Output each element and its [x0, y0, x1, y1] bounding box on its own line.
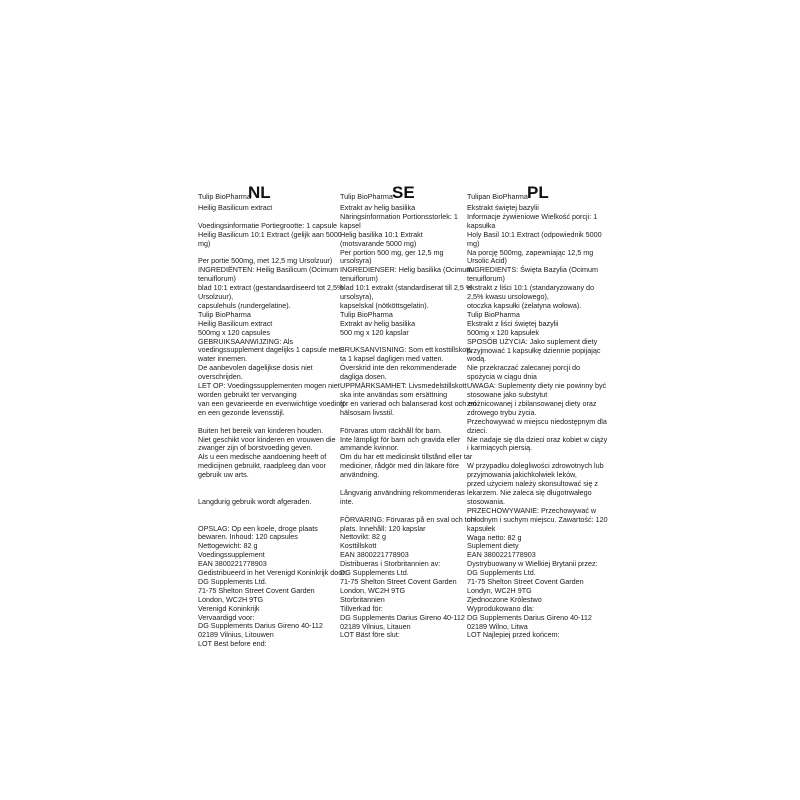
text-line: Als u een medische aandoening heeft of: [198, 452, 327, 462]
text-line: Informacje żywieniowe Wielkość porcji: 1: [467, 211, 598, 221]
text-line: Tulip BioPharma: [340, 309, 393, 319]
text-line: en een gezonde levensstijl.: [198, 407, 285, 417]
text-line: kapsułka: [467, 220, 496, 230]
brand-name: Tulipan BioPharma: [467, 192, 528, 201]
text-line: Buiten het bereik van kinderen houden.: [198, 425, 324, 435]
text-line: INGREDIENSER: Helig basilika (Ocimum: [340, 265, 473, 275]
text-line: tenuiflorum): [340, 274, 378, 284]
text-line: 02189 Vilnius, Litauen: [340, 621, 411, 631]
text-line: ekstrakt z liści 10:1 (standaryzowany do: [467, 283, 595, 293]
text-line: GEBRUIKSAANWIJZING: Als: [198, 336, 294, 346]
text-line: worden gebruikt ter vervanging: [198, 390, 297, 399]
text-line: Ursolzuur),: [198, 292, 234, 302]
text-line: i karmiących piersią.: [467, 443, 533, 453]
text-line: Heilig Basilicum extract: [198, 318, 273, 328]
text-line: wodą.: [467, 354, 487, 364]
text-line: Kosttillskott: [340, 541, 377, 551]
text-line: W przypadku dolegliwości zdrowotnych lub: [467, 461, 604, 471]
text-line: blad 10:1 extrakt (standardiserat till 2,5 %: [340, 283, 473, 293]
text-line: Per portion 500 mg, ger 12,5 mg: [340, 247, 444, 257]
text-line: stosowane jako substytut: [467, 390, 548, 400]
text-line: Tulip BioPharma: [198, 309, 251, 319]
language-code: SE: [392, 183, 415, 202]
text-line: mediciner, rådgör med din läkare före: [340, 461, 460, 471]
text-line: Tillverkad för:: [340, 603, 383, 613]
text-line: London, WC2H 9TG: [340, 585, 406, 595]
text-line: EAN 3800221778903: [467, 550, 536, 560]
text-line: Waga netto: 82 g: [467, 532, 522, 542]
text-line: overschrijden.: [198, 372, 243, 382]
text-line: BRUKSANVISNING: Som ett kosttillskott,: [340, 345, 473, 355]
text-line: otoczka kapsułki (żelatyna wołowa).: [467, 300, 582, 310]
text-line: blad 10:1 extract (gestandaardiseerd tot 2,5%: [198, 283, 344, 293]
text-line: Wyprodukowano dla:: [467, 603, 535, 613]
text-line: Zjednoczone Królestwo: [467, 594, 542, 604]
text-line: Heilig Basilicum extract: [198, 203, 273, 212]
blank-line: [198, 507, 328, 516]
brand-name: Tulip BioPharma: [340, 192, 393, 201]
label-text: [467, 203, 608, 640]
text-line: OPSLAG: Op een koele, droge plaats: [198, 523, 318, 533]
text-line: Distribueras i Storbritannien av:: [340, 559, 441, 569]
text-line: lekarzem. Nie zaleca się długotrwałego: [467, 487, 592, 497]
text-line: zdrowego trybu życia.: [467, 407, 537, 417]
column-header: [467, 184, 597, 204]
text-line: kapsel: [340, 220, 361, 230]
text-line: Na porcję 500mg, zapewniając 12,5 mg: [467, 247, 594, 257]
text-line: UWAGA: Suplementy diety nie powinny być: [467, 381, 607, 391]
language-code: NL: [248, 183, 271, 202]
language-code: PL: [527, 183, 549, 202]
text-line: Voedingssupplement: [198, 550, 265, 560]
text-line: 71-75 Shelton Street Covent Garden: [340, 577, 457, 586]
text-line: Extrakt av helig basilika: [340, 203, 416, 212]
text-line: van een gevarieerde en evenwichtige voeding: [198, 398, 345, 408]
text-line: LOT Bäst före slut:: [340, 630, 400, 640]
text-line: ursolsyra): [340, 256, 372, 266]
text-line: bewaren. Inhoud: 120 capsules: [198, 532, 298, 542]
text-line: SPOSÓB UŻYCIA: Jako suplement diety: [467, 336, 598, 346]
text-line: tenuiflorum): [198, 274, 236, 284]
text-line: FÖRVARING: Förvaras på en sval och torr: [340, 514, 476, 524]
text-line: DG Supplements Darius Gireno 40-112: [467, 612, 592, 622]
text-line: INGREDIËNTEN: Heilig Basilicum (Ocimum: [198, 265, 339, 275]
text-line: DG Supplements Darius Gireno 40-112: [198, 621, 323, 631]
text-line: för en varierad och balanserad kost och en: [340, 398, 477, 408]
text-line: Langdurig gebruik wordt afgeraden.: [198, 496, 312, 506]
text-line: DG Supplements Ltd.: [340, 568, 409, 578]
text-line: Näringsinformation Portionsstorlek: 1: [340, 211, 458, 221]
text-line: Förvaras utom räckhåll för barn.: [340, 425, 442, 435]
text-line: 71-75 Shelton Street Covent Garden: [467, 577, 584, 587]
text-line: mg): [467, 238, 480, 248]
column-header: [198, 184, 328, 204]
text-line: zróżnicowanej i zbilansowanej diety oraz: [467, 398, 597, 408]
text-line: Verenigd Koninkrijk: [198, 603, 260, 613]
text-line: London, WC2H 9TG: [198, 594, 264, 604]
text-line: przyjmowania jakichkolwiek leków,: [467, 470, 577, 480]
text-line: Ursolic Acid): [467, 256, 507, 266]
text-line: DG Supplements Darius Gireno 40-112: [340, 612, 465, 622]
text-line: användning.: [340, 470, 380, 480]
text-line: DG Supplements Ltd.: [467, 568, 536, 578]
text-line: INGREDIENTS: Święta Bazylia (Ocimum: [467, 265, 598, 275]
text-line: capsulehuls (rundergelatine).: [198, 300, 291, 310]
text-line: Nettovikt: 82 g: [340, 532, 386, 542]
text-line: Nettogewicht: 82 g: [198, 541, 258, 551]
text-line: Inte lämpligt för barn och gravida eller: [340, 434, 461, 444]
text-line: (motsvarande 5000 mg): [340, 238, 417, 248]
text-line: dagliga dosen.: [340, 372, 387, 382]
text-line: Långvarig användning rekommenderas: [340, 487, 465, 497]
text-line: EAN 3800221778903: [340, 550, 409, 560]
text-line: voedingssupplement dagelijks 1 capsule met: [198, 345, 341, 355]
text-line: Helig basilika 10:1 Extrakt: [340, 229, 423, 239]
text-line: DG Supplements Ltd.: [198, 576, 267, 586]
text-line: inte.: [340, 496, 354, 506]
text-line: Överskrid inte den rekommenderade: [340, 363, 457, 373]
text-line: 500mg x 120 kapsułek: [467, 327, 539, 337]
text-line: tenuiflorum): [467, 274, 505, 284]
text-line: Extrakt av helig basilika: [340, 318, 416, 328]
text-line: ursolsyra),: [340, 292, 374, 302]
text-line: water innemen.: [198, 354, 248, 364]
text-line: LOT Best before end:: [198, 639, 267, 649]
text-line: UPPMÄRKSAMHET: Livsmedelstillskott: [340, 381, 467, 391]
text-line: spożycia w ciągu dnia: [467, 372, 537, 382]
text-line: Storbritannien: [340, 594, 385, 604]
text-line: LET OP: Voedingssupplementen mogen niet: [198, 381, 340, 391]
text-line: kapselskal (nötköttsgelatin).: [340, 300, 429, 310]
text-line: PRZECHOWYWANIE: Przechowywać w: [467, 505, 597, 515]
text-line: Voedingsinformatie Portiegrootte: 1 capsule: [198, 220, 338, 230]
text-line: Per portie 500mg, met 12,5 mg Ursolzuur): [198, 256, 333, 266]
text-line: przyjmować 1 kapsułkę dziennie popijając: [467, 345, 601, 355]
text-line: mg): [198, 238, 211, 248]
text-line: Ekstrakt świętej bazylii: [467, 203, 539, 212]
text-line: dzieci.: [467, 425, 488, 435]
column-header: [340, 184, 470, 204]
text-line: chłodnym i suchym miejscu. Zawartość: 120: [467, 514, 608, 524]
text-line: Om du har ett medicinskt tillstånd eller tar: [340, 452, 473, 462]
text-line: Niet geschikt voor kinderen en vrouwen die: [198, 434, 336, 444]
text-line: stosowania.: [467, 496, 505, 506]
text-line: Przechowywać w miejscu niedostępnym dla: [467, 416, 607, 426]
text-line: ska inte användas som ersättning: [340, 390, 448, 400]
text-line: kapsułek: [467, 523, 496, 533]
text-line: Suplement diety: [467, 541, 519, 551]
text-line: 02189 Wilno, Litwa: [467, 621, 528, 631]
text-line: Tulip BioPharma: [467, 309, 520, 319]
text-line: LOT Najlepiej przed końcem:: [467, 630, 560, 640]
text-line: De aanbevolen dagelijkse dosis niet: [198, 363, 313, 373]
text-line: medicijnen gebruikt, raadpleeg dan voor: [198, 461, 326, 471]
text-line: EAN 3800221778903: [198, 559, 267, 569]
text-line: Vervaardigd voor:: [198, 612, 255, 622]
text-line: ta 1 kapsel dagligen med vatten.: [340, 354, 444, 364]
text-line: Nie przekraczać zalecanej porcji do: [467, 363, 581, 373]
text-line: Heilig Basilicum 10:1 Extract (gelijk aan 5000: [198, 229, 342, 239]
text-line: przed użyciem należy skonsultować się z: [467, 479, 599, 489]
text-line: 02189 Vilnius, Litouwen: [198, 630, 274, 640]
label-column-pl: [467, 183, 608, 640]
text-line: Gedistribueerd in het Verenigd Koninkrijk door:: [198, 568, 347, 578]
text-line: 500mg x 120 capsules: [198, 327, 270, 337]
blank-line: [198, 480, 328, 489]
text-line: Dystrybuowany w Wielkiej Brytanii przez:: [467, 559, 598, 569]
text-line: Ekstrakt z liści świętej bazylii: [467, 318, 559, 328]
text-line: 500 mg x 120 kapslar: [340, 327, 409, 337]
text-line: plats. Innehåll: 120 kapslar: [340, 523, 426, 533]
text-line: 71-75 Shelton Street Covent Garden: [198, 585, 315, 595]
text-line: Holy Basil 10:1 Extract (odpowiednik 5000: [467, 229, 602, 239]
text-line: 2,5% kwasu ursolowego),: [467, 292, 549, 302]
text-line: ammande kvinnor.: [340, 443, 399, 453]
text-line: Londyn, WC2H 9TG: [467, 585, 532, 595]
brand-name: Tulip BioPharma: [198, 192, 251, 201]
text-line: hälsosam livsstil.: [340, 407, 394, 417]
text-line: gebruik uw arts.: [198, 470, 249, 480]
text-line: Nie nadaje się dla dzieci oraz kobiet w ciąży: [467, 434, 608, 444]
text-line: zwanger zijn of borstvoeding geven.: [198, 443, 313, 453]
